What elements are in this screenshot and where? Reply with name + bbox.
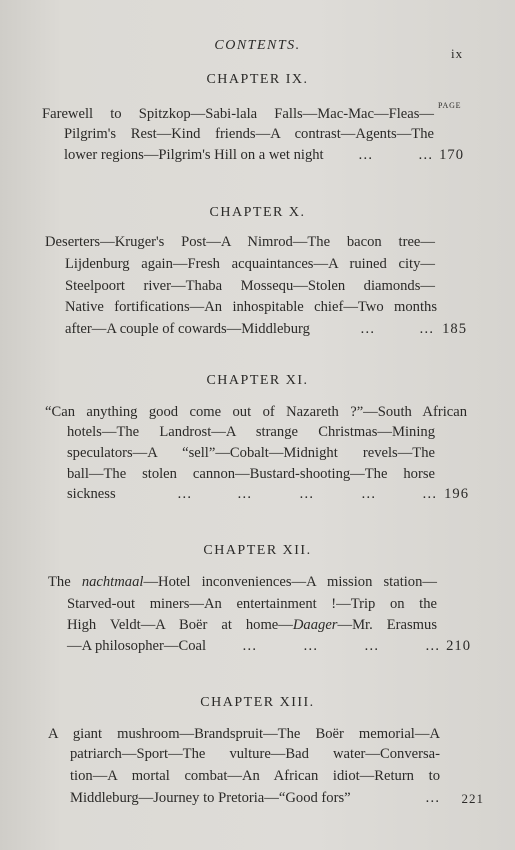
chapter-page-number: 210	[446, 638, 471, 654]
summary-line: Middleburg—Journey to Pretoria—“Good fors” … 221	[70, 788, 484, 809]
summary-line: tion—A mortal combat—An African idiot—Return to	[70, 768, 440, 784]
chapter-page-number: 170	[439, 147, 464, 163]
summary-line: Native fortifications—An inhospitable chief—Two months	[65, 299, 437, 315]
summary-line: A giant mushroom—Brandspruit—The Boër memorial—A	[48, 726, 440, 742]
chapter-heading: CHAPTER XII.	[203, 543, 312, 558]
summary-line: The nachtmaal—Hotel inconveniences—A mission station—	[48, 574, 437, 590]
chapter-page-number: 185	[442, 321, 467, 337]
summary-line: speculators—A “sell”—Cobalt—Midnight revels—The	[67, 445, 435, 461]
summary-line: sickness … … … … … 196	[67, 484, 469, 505]
page-column-label: PAGE	[438, 101, 462, 110]
chapter-heading: CHAPTER IX.	[206, 72, 309, 87]
summary-line: Starved-out miners—An entertainment !—Trip on the	[67, 596, 437, 612]
chapter-page-number: 196	[444, 486, 469, 502]
summary-line: “Can anything good come out of Nazareth ?”—South African	[45, 404, 467, 420]
summary-line: after—A couple of cowards—Middleburg … … 185	[65, 319, 467, 340]
page-number: ix	[451, 46, 464, 61]
summary-line: hotels—The Landrost—A strange Christmas—Mining	[67, 424, 435, 440]
running-head: CONTENTS.	[214, 38, 301, 53]
summary-line: Deserters—Kruger's Post—A Nimrod—The bacon tree—	[45, 234, 435, 250]
chapter-heading: CHAPTER X.	[209, 205, 306, 220]
summary-line: High Veldt—A Boër at home—Daager—Mr. Erasmus	[67, 617, 437, 633]
chapter-heading: CHAPTER XIII.	[200, 695, 315, 710]
summary-line: —A philosopher—Coal … … … … 210	[67, 636, 471, 657]
summary-line: Farewell to Spitzkop—Sabi-lala Falls—Mac-Mac—Fleas—	[42, 106, 434, 122]
chapter-heading: CHAPTER XI.	[206, 373, 309, 388]
summary-line: Lijdenburg again—Fresh acquaintances—A ruined city—	[65, 256, 435, 272]
summary-line: Pilgrim's Rest—Kind friends—A contrast—Agents—The	[64, 126, 434, 142]
summary-line: patriarch—Sport—The vulture—Bad water—Conversa-	[70, 746, 440, 762]
chapter-page-number: 221	[461, 791, 484, 806]
summary-line: Steelpoort river—Thaba Mossequ—Stolen diamonds—	[65, 278, 435, 294]
summary-line: ball—The stolen cannon—Bustard-shooting—The horse	[67, 466, 435, 482]
summary-line: lower regions—Pilgrim's Hill on a wet night … … 170	[64, 145, 464, 166]
